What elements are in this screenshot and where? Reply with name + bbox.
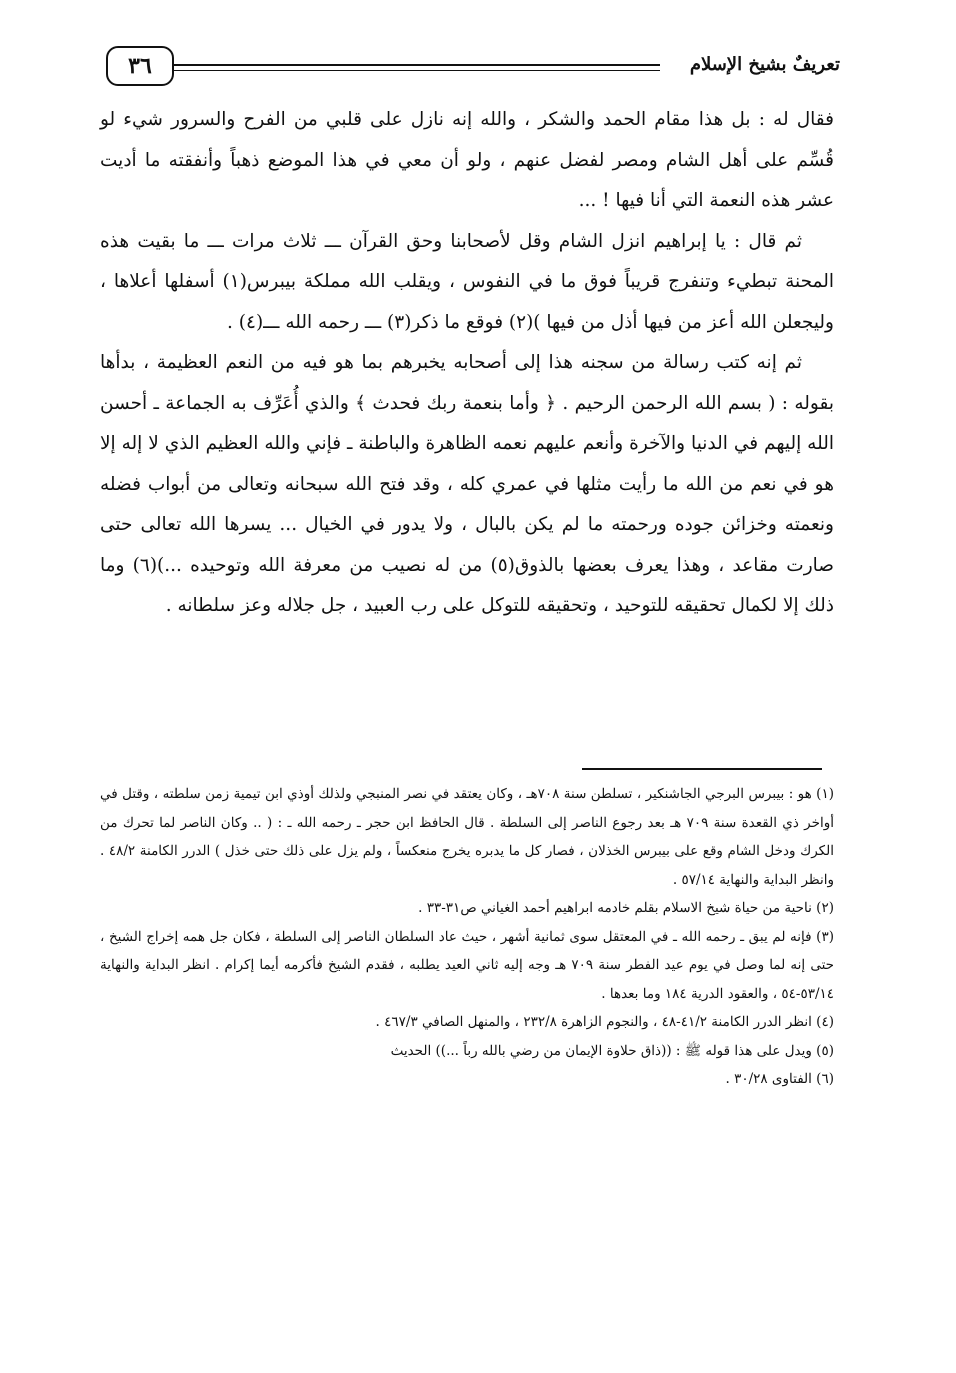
footnotes — [100, 780, 834, 1094]
footnote-6: (٦) الفتاوى ٣٠/٢٨ . — [725, 1071, 834, 1087]
paragraph-2: ثم قال : يا إبراهيم انزل الشام وقل لأصحابنا وحق القرآن ـــ ثلاث مرات ـــ ما بقيت هذه المحنة تبطيء وتنفرج قريباً فوق ما في النفوس ، ويقلب الله مملكة بيبرس(١) أسفلها أعلاها ، وليجعلن الله أعز من فيها أذل من فيها )(٢) فوقع ما ذكر(٣) ـــ رحمه الله ـــ(٤) . — [100, 230, 834, 333]
paragraph-1: فقال له : بل هذا مقام الحمد والشكر ، والله إنه نازل على قلبي من الفرح والسرور شيء لو قُسِّم على أهل الشام ومصر لفضل عنهم ، ولو أن معي في هذا الموضع ذهباً وأنفقته ما أديت عشر هذه النعمة التي أنا فيها ! ... — [100, 109, 834, 211]
footnote-separator — [582, 768, 822, 770]
page-number: ٣٦ — [106, 46, 174, 86]
header-rule-thin — [174, 70, 660, 71]
footnote-4: (٤) انظر الدرر الكامنة ٤١/٢-٤٨ ، والنجوم الزاهرة ٢٣٢/٨ ، والمنهل الصافي ٤٦٧/٣ . — [375, 1014, 834, 1030]
running-title: تعريفٌ بشيخ الإسلام — [689, 54, 840, 75]
page-header — [100, 44, 840, 88]
main-text — [100, 100, 834, 627]
footnote-5: (٥) ويدل على هذا قوله ﷺ : ((ذاق حلاوة الإيمان من رضي بالله رباً ...)) الحديث — [390, 1042, 834, 1059]
paragraph-3: ثم إنه كتب رسالة من سجنه هذا إلى أصحابه يخبرهم بما هو فيه من النعم العظيمة ، بدأها بقوله : ( بسم الله الرحمن الرحيم . ﴿ وأما بنعمة ربك فحدث ﴾ والذي أُعَرِّف به الجماعة ـ أحسن الله إليهم في الدنيا والآخرة وأنعم عليهم نعمه الظاهرة والباطنة ـ فإني والله العظيم الذي لا إله إلا هو في نعم من الله ما رأيت مثلها في عمري كله ، وقد فتح الله سبحانه وتعالى من أبواب فضله ونعمته وخزائن جوده ورحمته ما لم يكن بالبال ، ولا يدور في الخيال ... يسرها الله تعالى حتى صارت مقاعد ، وهذا يعرف بعضها بالذوق(٥) من له نصيب من معرفة الله وتوحيده ...)(٦) وما ذلك إلا لكمال تحقيقه للتوحيد ، وتحقيقه للتوكل على رب العبيد ، جل جلاله وعز سلطانه . — [100, 352, 834, 616]
footnote-1: (١) هو : بيبرس البرجي الجاشنكير ، تسلطن سنة ٧٠٨هـ ، وكان يعتقد في نصر المنبجي ولذلك أوذي ابن تيمية زمن سلطته ، وقتل في أواخر ذي القعدة سنة ٧٠٩ هـ بعد رجوع الناصر إلى السلطة . قال الحافظ ابن حجر ـ رحمه الله ـ : ( .. وكان الناصر لما تحرك من الكرك ودخل الشام وقع على بيبرس الخذلان ، فصار كل ما يدبره يخرج منعكساً ، ولم يزل على ذلك حتى خذل ) الدرر الكامنة ٤٨/٢ . وانظر البداية والنهاية ٥٧/١٤ . — [100, 786, 834, 888]
header-rule — [174, 64, 660, 66]
footnote-2: (٢) ناحية من حياة شيخ الاسلام بقلم خادمه ابراهيم أحمد الغياني ص٣١-٣٣ . — [418, 900, 834, 916]
footnote-3: (٣) فإنه لم يبق ـ رحمه الله ـ في المعتقل سوى ثمانية أشهر ، حيث عاد السلطان الناصر إلى السلطة ، فكان جل همه إخراج الشيخ ، حتى إنه لما وصل في يوم عيد الفطر سنة ٧٠٩ هـ وجه إليه ثاني العيد يطلبه ، فقدم الشيخ فأكرمه أيما إكرام . انظر البداية والنهاية ٥٣/١٤-٥٤ ، والعقود الدرية ١٨٤ وما بعدها . — [100, 928, 834, 1002]
